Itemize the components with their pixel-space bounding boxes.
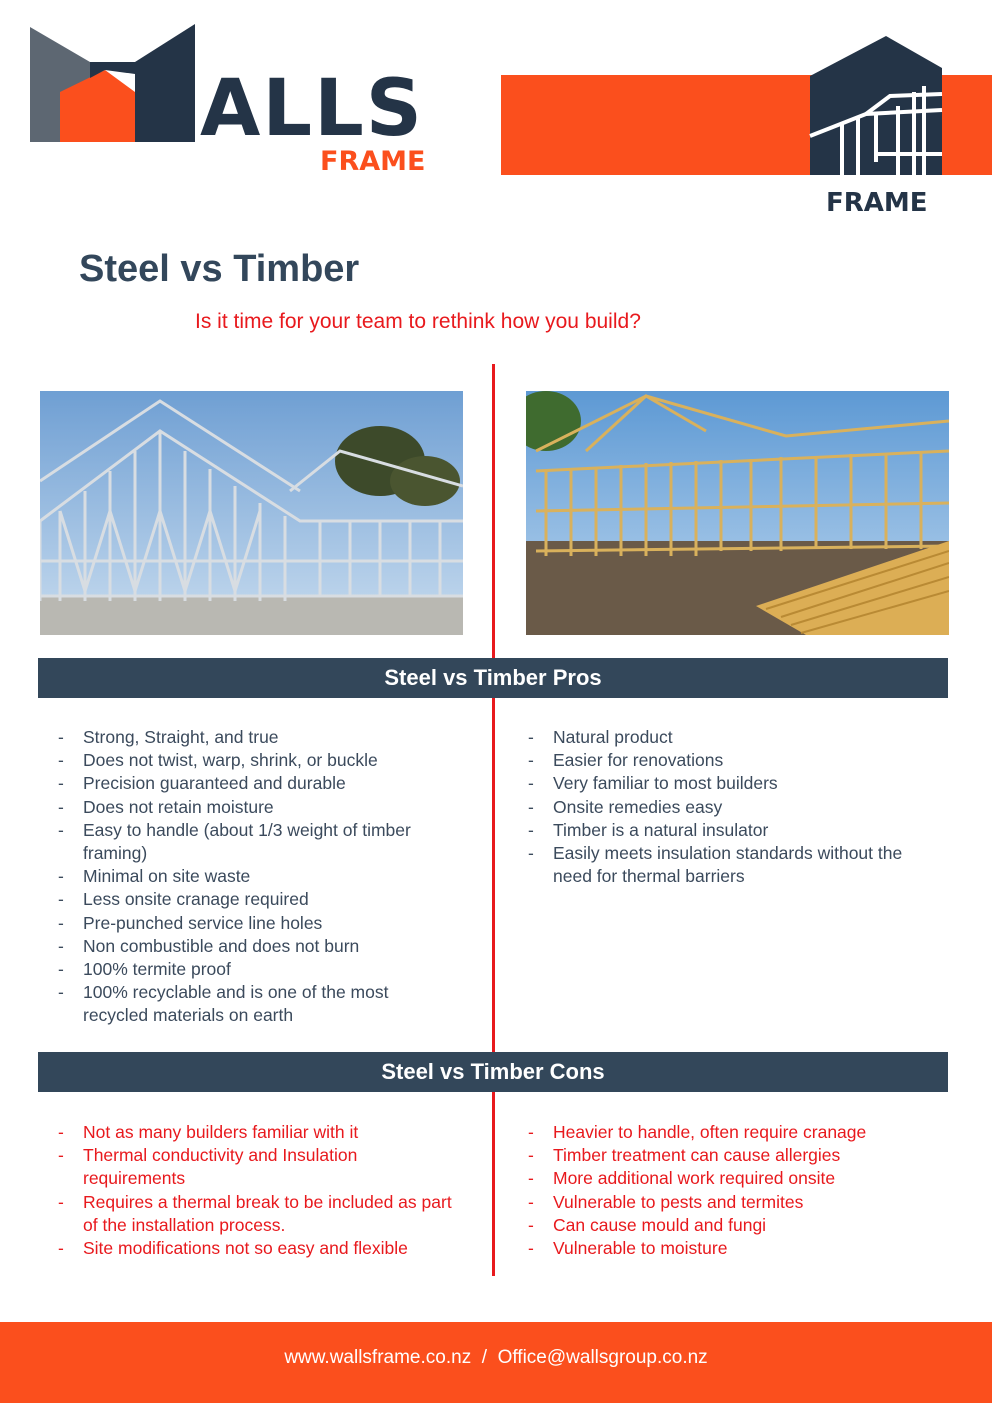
page-title: Steel vs Timber (79, 248, 360, 290)
bullet-dash: - (58, 819, 64, 840)
list-item-text: Natural product (553, 727, 673, 747)
footer (0, 1322, 992, 1403)
list-item-text: Vulnerable to moisture (553, 1238, 728, 1259)
list-item (58, 726, 458, 749)
bullet-dash: - (58, 912, 64, 933)
bullet-dash: - (528, 1122, 534, 1142)
list-item-text: Easy to handle (about 1/3 weight of timber framing) (83, 819, 411, 864)
footer-contact: www.wallsframe.co.nz / Office@wallsgroup.co.nz (284, 1347, 708, 1368)
list-item-text: Precision guaranteed and durable (83, 773, 346, 794)
steel-pros-list (58, 726, 458, 1028)
bullet-dash: - (528, 1168, 534, 1189)
list-item-text: Timber treatment can cause allergies (553, 1145, 841, 1166)
bullet-dash: - (58, 727, 64, 747)
list-item-text: Strong, Straight, and true (83, 727, 279, 747)
bullet-dash: - (528, 1145, 534, 1166)
list-item-text: Easier for renovations (553, 750, 724, 771)
bullet-dash: - (58, 866, 64, 887)
bullet-dash: - (58, 773, 64, 794)
steel-cons-list (58, 1121, 458, 1260)
list-item (528, 842, 928, 888)
bullet-dash: - (528, 727, 534, 747)
list-item-text: Heavier to handle, often require cranage (553, 1122, 867, 1142)
list-item (528, 1121, 928, 1144)
timber-frame-photo (526, 391, 949, 635)
list-item-text: Easily meets insulation standards without the need for thermal barriers (553, 843, 903, 887)
list-item-text: Can cause mould and fungi (553, 1214, 767, 1235)
bullet-dash: - (58, 889, 64, 910)
list-item (58, 958, 458, 981)
logo-wordmark: ALLS (200, 64, 424, 154)
list-item (528, 749, 928, 772)
pros-section-header: Steel vs Timber Pros (38, 658, 948, 698)
list-item-text: Site modifications not so easy and flexible (83, 1238, 408, 1259)
bullet-dash: - (528, 773, 534, 794)
cons-section-header: Steel vs Timber Cons (38, 1052, 948, 1092)
list-item-text: More additional work required onsite (553, 1168, 836, 1189)
list-item (528, 772, 928, 795)
list-item-text: 100% termite proof (83, 959, 231, 980)
list-item (528, 1167, 928, 1190)
list-item-text: Does not twist, warp, shrink, or buckle (83, 750, 378, 771)
list-item-text: Onsite remedies easy (553, 796, 723, 817)
list-item-text: Does not retain moisture (83, 796, 274, 817)
list-item (528, 1191, 928, 1214)
bullet-dash: - (58, 750, 64, 771)
list-item (58, 819, 458, 865)
bullet-dash: - (528, 796, 534, 817)
list-item (58, 865, 458, 888)
bullet-dash: - (58, 796, 64, 817)
list-item (528, 796, 928, 819)
list-item (58, 912, 458, 935)
column-divider (492, 364, 495, 658)
list-item (58, 1144, 458, 1190)
bullet-dash: - (58, 1145, 64, 1166)
list-item-text: Very familiar to most builders (553, 773, 778, 794)
list-item-text: Requires a thermal break to be included as part of the installation process. (83, 1191, 452, 1235)
list-item (58, 1121, 458, 1144)
walls-logo-mark (30, 22, 200, 144)
bullet-dash: - (528, 819, 534, 840)
list-item (528, 726, 928, 749)
list-item (528, 1237, 928, 1260)
page-subtitle: Is it time for your team to rethink how you build? (195, 310, 641, 333)
list-item-text: Minimal on site waste (83, 866, 251, 887)
logo-subtitle: FRAME (320, 146, 426, 177)
list-item (58, 935, 458, 958)
list-item-text: Thermal conductivity and Insulation requirements (83, 1145, 358, 1189)
list-item-text: Less onsite cranage required (83, 889, 309, 910)
list-item (58, 981, 458, 1027)
list-item (58, 796, 458, 819)
bullet-dash: - (58, 1191, 64, 1212)
list-item-text: 100% recyclable and is one of the most recycled materials on earth (83, 982, 389, 1026)
bullet-dash: - (528, 750, 534, 771)
list-item-text: Not as many builders familiar with it (83, 1122, 359, 1142)
bullet-dash: - (528, 843, 534, 864)
bullet-dash: - (58, 1122, 64, 1142)
list-item (58, 749, 458, 772)
list-item (528, 819, 928, 842)
bullet-dash: - (58, 982, 64, 1003)
list-item (528, 1144, 928, 1167)
house-frame-icon (806, 36, 946, 176)
list-item (58, 1237, 458, 1260)
column-divider (492, 1092, 495, 1276)
bullet-dash: - (58, 959, 64, 980)
list-item (528, 1214, 928, 1237)
banner-label: FRAME (826, 188, 928, 218)
list-item-text: Timber is a natural insulator (553, 819, 769, 840)
list-item (58, 888, 458, 911)
column-divider (492, 698, 495, 1052)
bullet-dash: - (528, 1238, 534, 1259)
bullet-dash: - (528, 1191, 534, 1212)
timber-cons-list (528, 1121, 928, 1260)
bullet-dash: - (528, 1214, 534, 1235)
bullet-dash: - (58, 935, 64, 956)
timber-pros-list (528, 726, 928, 888)
steel-frame-photo (40, 391, 463, 635)
bullet-dash: - (58, 1238, 64, 1259)
list-item (58, 1191, 458, 1237)
list-item-text: Vulnerable to pests and termites (553, 1191, 804, 1212)
list-item-text: Pre-punched service line holes (83, 912, 323, 933)
list-item (58, 772, 458, 795)
list-item-text: Non combustible and does not burn (83, 935, 360, 956)
